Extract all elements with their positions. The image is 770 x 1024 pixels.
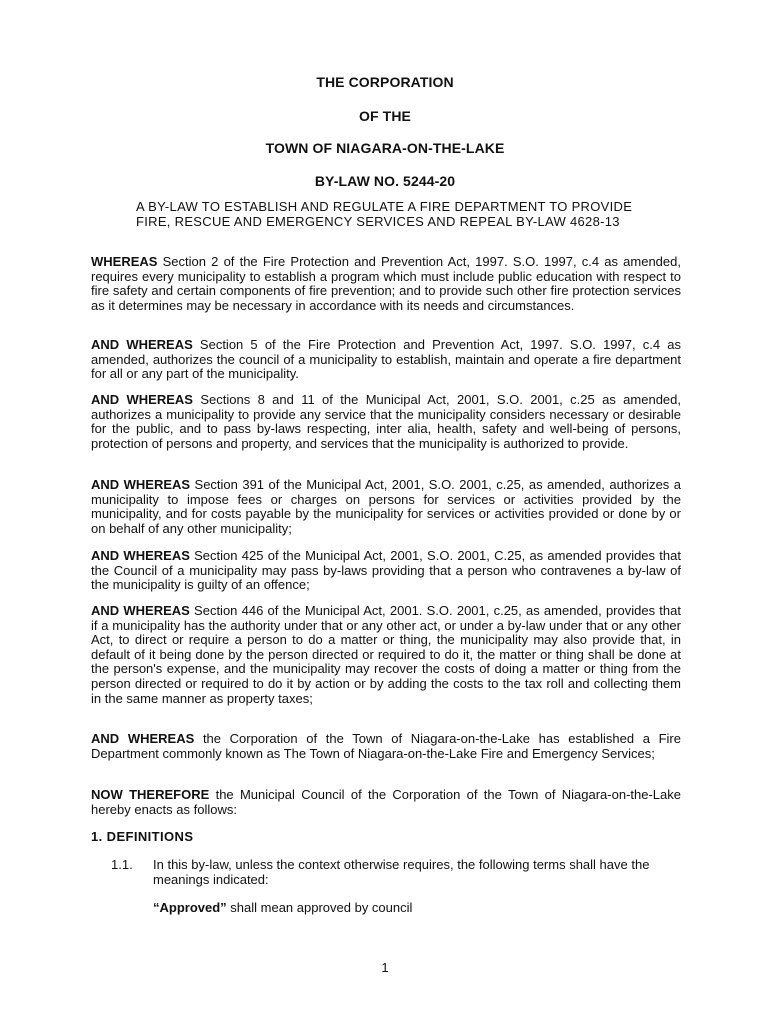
recital-paragraph xyxy=(91,338,681,382)
recital-paragraph xyxy=(91,732,681,761)
recital-lead: WHEREAS xyxy=(91,254,158,269)
recital-paragraph xyxy=(91,549,681,593)
definition-text: shall mean approved by council xyxy=(226,900,413,915)
recital-lead: AND WHEREAS xyxy=(91,548,190,563)
definition-entry xyxy=(153,900,681,915)
recital-text: Section 446 of the Municipal Act, 2001. S.O. 2001, c.25, as amended, provides that if a municipality has the authority under that or any other act, or under a by-law under that or any other Act, to direct or require a person to do a matter or thing, the municipality may also provide that, in default of it being done by the person directed or required to do it, the matter or thing shall be done at the person's expense, and the municipality may recover the costs of doing a matter or thing from the person directed or required to do it by action or by adding the costs to the tax roll and collecting them in the same manner as property taxes; xyxy=(91,603,681,706)
recital-text: Section 425 of the Municipal Act, 2001, S.O. 2001, C.25, as amended provides that the Council of a municipality may pass by-laws providing that a person who contravenes a by-law of the municipality is guilty of an offence; xyxy=(91,548,681,593)
definition-term: “Approved” xyxy=(153,900,227,915)
corporation-title: THE CORPORATION xyxy=(316,74,454,90)
page-number: 1 xyxy=(381,960,389,975)
recital-lead: AND WHEREAS xyxy=(91,731,195,746)
recital-text: Section 391 of the Municipal Act, 2001, S.O. 2001, c.25, as amended, authorizes a municipality to impose fees or charges on persons for services or activities provided by the municipality, and for costs payable by the municipality for services or activities provided or done by or on behalf of any other municipality; xyxy=(91,477,681,536)
recital-lead: AND WHEREAS xyxy=(91,603,190,618)
enacting-paragraph xyxy=(91,788,681,817)
clause-number: 1.1. xyxy=(111,857,133,872)
recital-paragraph xyxy=(91,478,681,536)
clause-text: In this by-law, unless the context otherwise requires, the following terms shall have the meanings indicated: xyxy=(153,857,650,887)
enacting-lead: NOW THEREFORE xyxy=(91,787,210,802)
recital-paragraph xyxy=(91,255,681,313)
town-title: TOWN OF NIAGARA-ON-THE-LAKE xyxy=(265,140,505,156)
recital-text: Sections 8 and 11 of the Municipal Act, 2001, S.O. 2001, c.25 as amended, authorizes a municipality to provide any service that the municipality considers necessary or desirable for the public, and to pass by-laws respecting, inter alia, health, safety and well-being of persons, protection of persons and property, and services that the municipality is authorized to provide. xyxy=(91,392,681,451)
section-heading: 1. DEFINITIONS xyxy=(91,829,194,844)
recital-lead: AND WHEREAS xyxy=(91,477,191,492)
bylaw-number: BY-LAW NO. 5244-20 xyxy=(314,173,456,189)
enacting-text: the Municipal Council of the Corporation of the Town of Niagara-on-the-Lake hereby enacts as follows: xyxy=(91,787,681,817)
bylaw-subtitle: A BY-LAW TO ESTABLISH AND REGULATE A FIRE DEPARTMENT TO PROVIDE FIRE, RESCUE AND EMERGENCY SERVICES AND REPEAL BY-LAW 4628-13 xyxy=(136,199,633,229)
of-the-title: OF THE xyxy=(359,108,411,124)
recital-lead: AND WHEREAS xyxy=(91,392,193,407)
recital-paragraph xyxy=(91,604,681,706)
recital-text: the Corporation of the Town of Niagara-on-the-Lake has established a Fire Department commonly known as The Town of Niagara-on-the-Lake Fire and Emergency Services; xyxy=(91,731,681,761)
recital-text: Section 5 of the Fire Protection and Prevention Act, 1997. S.O. 1997, c.4 as amended, authorizes the council of a municipality to establish, maintain and operate a fire department for all or any part of the municipality. xyxy=(91,337,681,382)
recital-lead: AND WHEREAS xyxy=(91,337,193,352)
recital-paragraph xyxy=(91,393,681,451)
recital-text: Section 2 of the Fire Protection and Prevention Act, 1997. S.O. 1997, c.4 as amended, requires every municipality to establish a program which must include public education with respect to fire safety and certain components of fire prevention; and to provide such other fire protection services as it determines may be necessary in accordance with its needs and circumstances. xyxy=(91,254,681,313)
